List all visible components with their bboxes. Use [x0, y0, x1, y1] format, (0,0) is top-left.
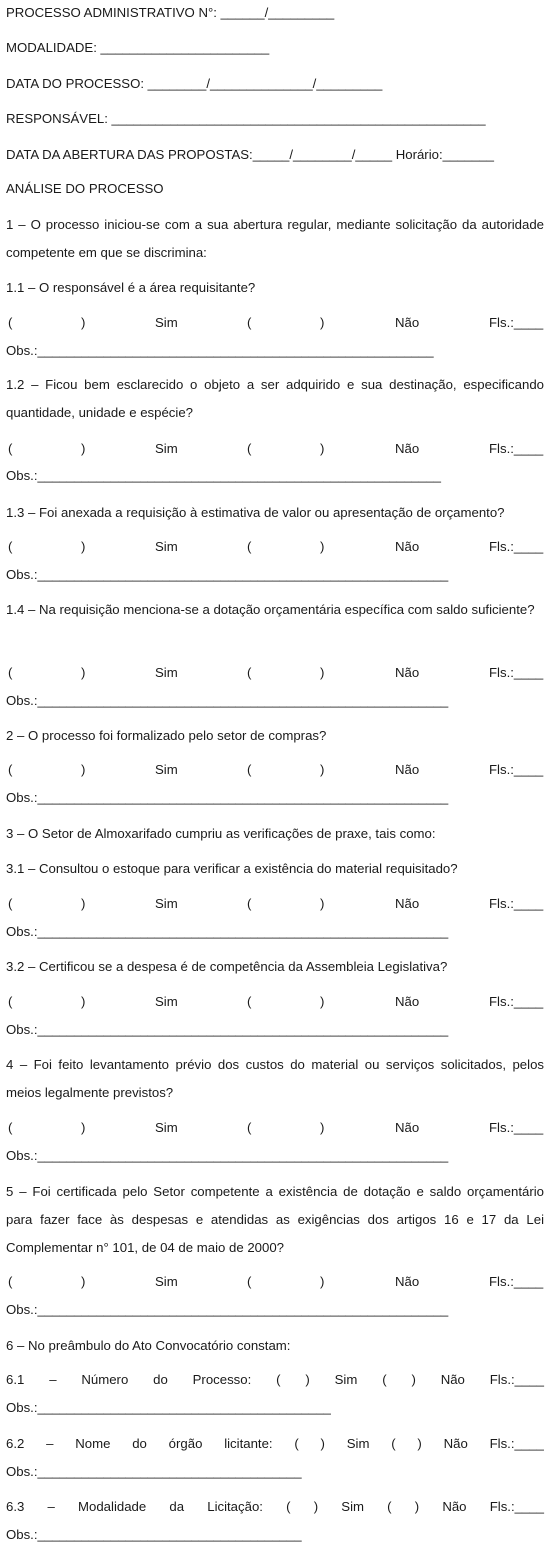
close-paren-nao[interactable]: ): [320, 539, 325, 554]
sub6-word: órgão: [168, 1436, 203, 1451]
fls-field[interactable]: Fls.:____: [489, 1274, 544, 1289]
sim-label: Sim: [155, 762, 178, 777]
close-paren-sim[interactable]: ): [81, 1274, 86, 1289]
obs-6-2[interactable]: Obs.:____________________________________: [6, 1464, 302, 1479]
answer-row-1-2: [6, 440, 544, 458]
close-paren-nao[interactable]: ): [320, 1274, 325, 1289]
fls-field[interactable]: Fls.:____: [489, 896, 544, 911]
question-6-2: [6, 1435, 544, 1453]
sub6-word: 6.3: [6, 1499, 25, 1514]
sub6-word: (: [276, 1372, 281, 1387]
fls-field[interactable]: Fls.:____: [489, 665, 544, 680]
close-paren-sim[interactable]: ): [81, 1120, 86, 1135]
open-paren-sim[interactable]: (: [8, 441, 13, 456]
sub6-word: ): [305, 1372, 310, 1387]
sub6-word: (: [294, 1436, 299, 1451]
obs-1-4[interactable]: Obs.:________________________________________________________: [6, 693, 449, 708]
question-3-1: 3.1 – Consultou o estoque para verificar a existência do material requisitado?: [6, 861, 458, 876]
obs-6-1[interactable]: Obs.:________________________________________: [6, 1400, 331, 1415]
obs-1-1[interactable]: Obs.:______________________________________________________: [6, 343, 434, 358]
sub6-word: Não: [442, 1499, 467, 1514]
modalidade-field[interactable]: MODALIDADE: _______________________: [6, 40, 270, 55]
nao-label: Não: [395, 896, 420, 911]
obs-3-1[interactable]: Obs.:________________________________________________________: [6, 924, 449, 939]
fls-field[interactable]: Fls.:____: [489, 315, 544, 330]
close-paren-sim[interactable]: ): [81, 762, 86, 777]
sub6-word: (: [286, 1499, 291, 1514]
open-paren-sim[interactable]: (: [8, 539, 13, 554]
close-paren-nao[interactable]: ): [320, 441, 325, 456]
sim-label: Sim: [155, 315, 178, 330]
open-paren-sim[interactable]: (: [8, 994, 13, 1009]
sub6-word: licitante:: [224, 1436, 273, 1451]
data-processo-field[interactable]: DATA DO PROCESSO: ________/______________/_________: [6, 76, 383, 91]
sub6-word: –: [49, 1372, 57, 1387]
nao-label: Não: [395, 762, 420, 777]
close-paren-sim[interactable]: ): [81, 665, 86, 680]
sim-label: Sim: [155, 994, 178, 1009]
question-3-2: 3.2 – Certificou se a despesa é de competência da Assembleia Legislativa?: [6, 959, 448, 974]
obs-4[interactable]: Obs.:________________________________________________________: [6, 1148, 449, 1163]
sub6-word: Fls.:____: [489, 1436, 544, 1451]
data-abertura-field[interactable]: DATA DA ABERTURA DAS PROPOSTAS:_____/________/_____ Horário:_______: [6, 147, 494, 162]
obs-1-3[interactable]: Obs.:________________________________________________________: [6, 567, 449, 582]
sim-label: Sim: [155, 896, 178, 911]
open-paren-sim[interactable]: (: [8, 1274, 13, 1289]
sub6-word: (: [391, 1436, 396, 1451]
question-1-4: 1.4 – Na requisição menciona-se a dotação orçamentária específica com saldo suficiente?: [6, 602, 535, 617]
open-paren-sim[interactable]: (: [8, 1120, 13, 1135]
answer-row-3-2: [6, 993, 544, 1011]
sub6-word: do: [153, 1372, 168, 1387]
sub6-word: Sim: [341, 1499, 364, 1514]
nao-label: Não: [395, 665, 420, 680]
sim-label: Sim: [155, 1274, 178, 1289]
obs-1-2[interactable]: Obs.:_______________________________________________________: [6, 468, 441, 483]
nao-label: Não: [395, 315, 420, 330]
answer-row-1-3: [6, 538, 544, 556]
question-6-1: [6, 1371, 544, 1389]
question-2: 2 – O processo foi formalizado pelo setor de compras?: [6, 728, 327, 743]
open-paren-nao[interactable]: (: [247, 762, 252, 777]
sub6-word: –: [47, 1499, 55, 1514]
sub6-word: ): [414, 1499, 420, 1514]
close-paren-nao[interactable]: ): [320, 762, 325, 777]
sub6-word: ): [320, 1436, 325, 1451]
nao-label: Não: [395, 994, 420, 1009]
question-1-2: 1.2 – Ficou bem esclarecido o objeto a ser adquirido e sua destinação, especificando quantidade, unidade e espécie?: [6, 377, 544, 420]
close-paren-nao[interactable]: ): [320, 994, 325, 1009]
sub6-word: Não: [440, 1372, 465, 1387]
sim-label: Sim: [155, 665, 178, 680]
nao-label: Não: [395, 441, 420, 456]
obs-5[interactable]: Obs.:________________________________________________________: [6, 1302, 449, 1317]
close-paren-nao[interactable]: ): [320, 665, 325, 680]
sub6-word: Número: [81, 1372, 129, 1387]
obs-2[interactable]: Obs.:________________________________________________________: [6, 790, 449, 805]
fls-field[interactable]: Fls.:____: [489, 762, 544, 777]
sub6-word: –: [46, 1436, 54, 1451]
question-5: 5 – Foi certificada pelo Setor competente a existência de dotação e saldo orçamentário para fazer face às despesas e atendidas as exigências dos artigos 16 e 17 da Lei Complementar n° 101, de 04 de maio de 2000?: [6, 1184, 544, 1255]
open-paren-sim[interactable]: (: [8, 665, 13, 680]
close-paren-nao[interactable]: ): [320, 1120, 325, 1135]
sub6-word: Nome: [75, 1436, 111, 1451]
open-paren-sim[interactable]: (: [8, 315, 13, 330]
sub6-word: Fls.:____: [489, 1372, 544, 1387]
sub6-word: (: [382, 1372, 387, 1387]
open-paren-sim[interactable]: (: [8, 896, 13, 911]
close-paren-sim[interactable]: ): [81, 994, 86, 1009]
answer-row-2: [6, 761, 544, 779]
close-paren-sim[interactable]: ): [81, 896, 86, 911]
sub6-word: do: [132, 1436, 147, 1451]
open-paren-nao[interactable]: (: [247, 441, 252, 456]
question-1-1: 1.1 – O responsável é a área requisitante?: [6, 280, 256, 295]
nao-label: Não: [395, 539, 420, 554]
responsavel-field[interactable]: RESPONSÁVEL: ___________________________________________________: [6, 111, 486, 126]
open-paren-nao[interactable]: (: [247, 994, 252, 1009]
question-6-3: [6, 1498, 544, 1516]
close-paren-nao[interactable]: ): [320, 315, 325, 330]
fls-field[interactable]: Fls.:____: [489, 539, 544, 554]
close-paren-nao[interactable]: ): [320, 896, 325, 911]
analise-heading: ANÁLISE DO PROCESSO: [6, 181, 164, 196]
sub6-word: Não: [443, 1436, 468, 1451]
sub6-word: 6.1: [6, 1372, 25, 1387]
obs-6-3[interactable]: Obs.:____________________________________: [6, 1527, 302, 1542]
sub6-word: ): [417, 1436, 422, 1451]
answer-row-4: [6, 1119, 544, 1137]
open-paren-nao[interactable]: (: [247, 665, 252, 680]
sub6-word: Fls.:____: [489, 1499, 544, 1514]
sub6-word: Sim: [346, 1436, 370, 1451]
nao-label: Não: [395, 1120, 420, 1135]
sub6-word: (: [387, 1499, 392, 1514]
obs-3-2[interactable]: Obs.:________________________________________________________: [6, 1022, 449, 1037]
fls-field[interactable]: Fls.:____: [489, 994, 544, 1009]
sub6-word: Licitação:: [207, 1499, 263, 1514]
sim-label: Sim: [155, 539, 178, 554]
question-3: 3 – O Setor de Almoxarifado cumpriu as verificações de praxe, tais como:: [6, 826, 436, 841]
fls-field[interactable]: Fls.:____: [489, 441, 544, 456]
nao-label: Não: [395, 1274, 420, 1289]
answer-row-1-1: [6, 314, 544, 332]
close-paren-sim[interactable]: ): [81, 539, 86, 554]
answer-row-3-1: [6, 895, 544, 913]
sub6-word: ): [411, 1372, 416, 1387]
sub6-word: Processo:: [192, 1372, 252, 1387]
sub6-word: 6.2: [6, 1436, 25, 1451]
sub6-word: ): [313, 1499, 319, 1514]
answer-row-1-4: [6, 664, 544, 682]
close-paren-sim[interactable]: ): [81, 315, 86, 330]
answer-row-5: [6, 1273, 544, 1291]
question-4: 4 – Foi feito levantamento prévio dos custos do material ou serviços solicitados, pelos meios legalmente previstos?: [6, 1057, 544, 1100]
open-paren-nao[interactable]: (: [247, 1274, 252, 1289]
open-paren-nao[interactable]: (: [247, 1120, 252, 1135]
sub6-word: Sim: [334, 1372, 358, 1387]
sub6-word: Modalidade: [78, 1499, 147, 1514]
question-6: 6 – No preâmbulo do Ato Convocatório constam:: [6, 1338, 291, 1353]
sim-label: Sim: [155, 441, 178, 456]
close-paren-sim[interactable]: ): [81, 441, 86, 456]
open-paren-nao[interactable]: (: [247, 315, 252, 330]
open-paren-nao[interactable]: (: [247, 896, 252, 911]
question-1-3: 1.3 – Foi anexada a requisição à estimativa de valor ou apresentação de orçamento?: [6, 505, 505, 520]
sub6-word: da: [169, 1499, 185, 1514]
open-paren-sim[interactable]: (: [8, 762, 13, 777]
question-1: 1 – O processo iniciou-se com a sua abertura regular, mediante solicitação da autoridade competente em que se discrimina:: [6, 217, 544, 260]
processo-number-field[interactable]: PROCESSO ADMINISTRATIVO N°: ______/_________: [6, 5, 335, 20]
fls-field[interactable]: Fls.:____: [489, 1120, 544, 1135]
sim-label: Sim: [155, 1120, 178, 1135]
open-paren-nao[interactable]: (: [247, 539, 252, 554]
